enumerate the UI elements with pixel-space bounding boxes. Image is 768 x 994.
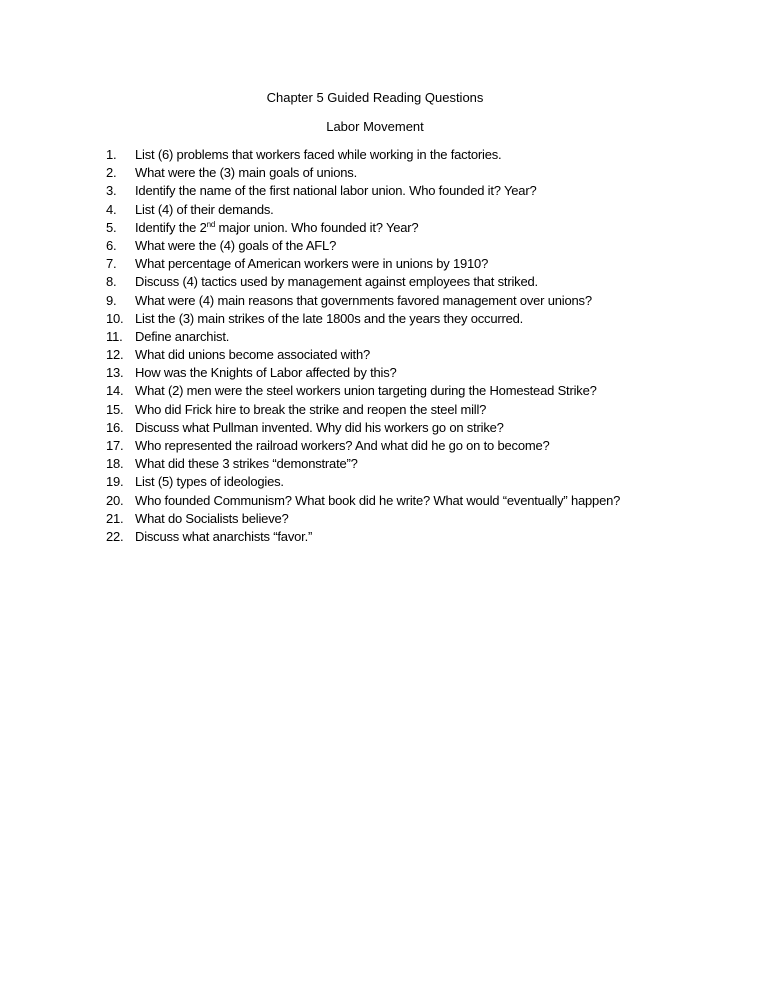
question-number: 17.: [106, 438, 124, 453]
question-number: 7.: [106, 256, 117, 272]
question-number: 14.: [106, 383, 124, 399]
question-number: 1.: [106, 147, 117, 162]
question-text: List (4) of their demands.: [135, 201, 274, 217]
question-number: 3.: [106, 183, 117, 199]
question-text: What (2) men were the steel workers union targeting during the Homestead Strike?: [135, 383, 597, 399]
question-text-part: major union. Who founded it? Year?: [215, 219, 419, 235]
question-text: Identify the name of the first national labor union. Who founded it? Year?: [135, 183, 537, 199]
question-text: List the (3) main strikes of the late 1800s and the years they occurred.: [135, 310, 524, 326]
question-text: Discuss what anarchists “favor.”: [135, 528, 313, 544]
question-number: 4.: [106, 201, 117, 217]
question-text: Who did Frick hire to break the strike and reopen the steel mill?: [135, 401, 487, 417]
question-number: 13.: [106, 365, 124, 381]
question-text: Discuss what Pullman invented. Why did his workers go on strike?: [135, 419, 504, 435]
question-number: 2.: [106, 165, 117, 181]
question-text: What were (4) main reasons that governments favored management over unions?: [135, 292, 592, 308]
question-text: [135, 219, 418, 237]
question-text: What did these 3 strikes “demonstrate”?: [135, 456, 358, 472]
question-text: List (5) types of ideologies.: [135, 474, 284, 490]
question-number: 9.: [106, 292, 117, 308]
question-text: What do Socialists believe?: [135, 510, 289, 526]
question-number: 21.: [106, 510, 124, 526]
question-text: Define anarchist.: [135, 328, 230, 344]
document-subtitle: Labor Movement: [326, 119, 424, 134]
question-text: Who founded Communism? What book did he write? What would “eventually” happen?: [135, 492, 621, 508]
question-text: What did unions become associated with?: [135, 347, 371, 363]
question-number: 19.: [106, 474, 124, 490]
question-text: How was the Knights of Labor affected by this?: [135, 365, 397, 381]
question-number: 22.: [106, 528, 124, 544]
question-number: 11.: [106, 328, 123, 344]
document-title: Chapter 5 Guided Reading Questions: [266, 90, 484, 105]
question-number: 6.: [106, 237, 117, 253]
question-text: What were the (4) goals of the AFL?: [135, 237, 337, 253]
question-text: Who represented the railroad workers? And what did he go on to become?: [135, 438, 550, 453]
question-number: 18.: [106, 456, 124, 472]
question-text: Discuss (4) tactics used by management against employees that striked.: [135, 274, 538, 290]
question-text: List (6) problems that workers faced while working in the factories.: [135, 147, 502, 162]
question-text: What percentage of American workers were in unions by 1910?: [135, 256, 489, 272]
question-number: 20.: [106, 492, 124, 508]
question-number: 8.: [106, 274, 117, 290]
question-number: 5.: [106, 219, 117, 235]
question-number: 12.: [106, 347, 124, 363]
question-number: 10.: [106, 310, 124, 326]
question-number: 15.: [106, 401, 124, 417]
question-text-part: Identify the 2: [135, 219, 207, 235]
question-number: 16.: [106, 419, 124, 435]
question-text: What were the (3) main goals of unions.: [135, 165, 357, 181]
ordinal-superscript: nd: [206, 219, 216, 229]
